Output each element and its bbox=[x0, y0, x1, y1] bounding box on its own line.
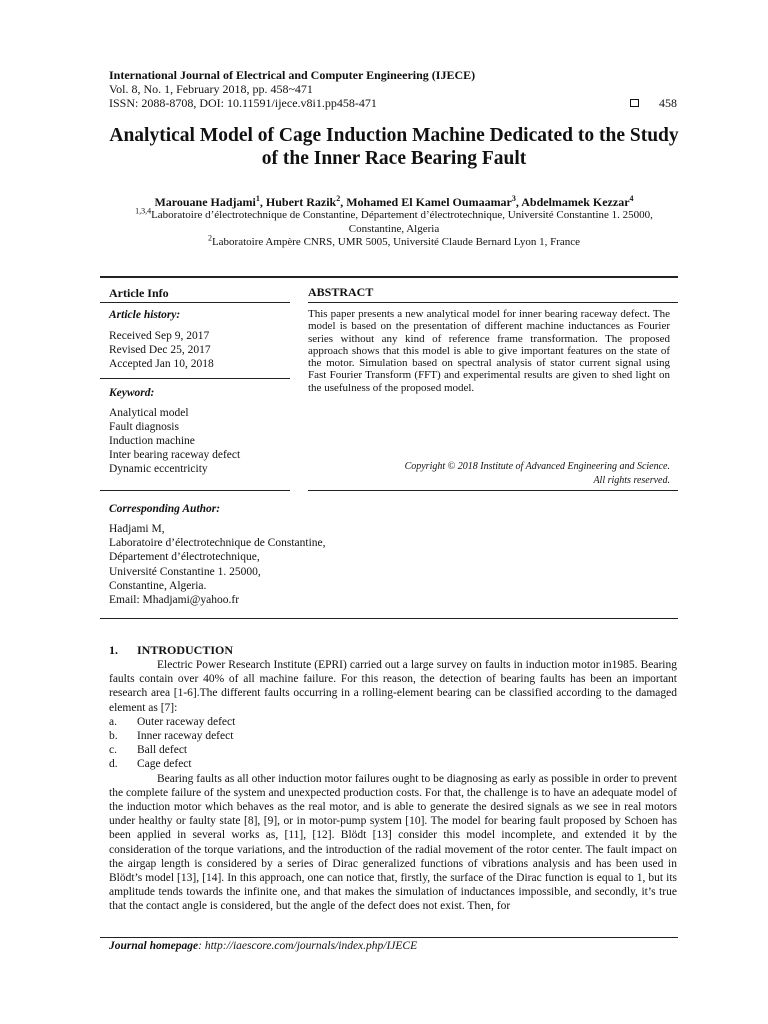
list-label: c. bbox=[109, 744, 117, 757]
copyright-line-1: Copyright © 2018 Institute of Advanced Engineering and Science. bbox=[404, 461, 670, 472]
list-label: d. bbox=[109, 758, 118, 771]
intro-paragraph-1: Electric Power Research Institute (EPRI) carried out a large survey on faults in induction motor in1985. Bearing faults contain over 40% of all machine failure. For this reason, the detection of bearing faults has been an important research area [1-6].The different faults occurring in a rolling-element bearing can be classified according to the damaged element as [7]: bbox=[109, 659, 677, 714]
author-name: Mohamed El Kamel Oumaamar bbox=[346, 195, 512, 209]
bottom-rule bbox=[100, 618, 678, 619]
journal-header bbox=[109, 68, 679, 110]
keyword-item: Fault diagnosis bbox=[109, 421, 179, 433]
list-label: a. bbox=[109, 715, 117, 728]
affil-sup: 1,3,4 bbox=[135, 206, 152, 216]
affiliations bbox=[100, 206, 688, 250]
journal-volume: Vol. 8, No. 1, February 2018, pp. 458~471 bbox=[109, 82, 313, 96]
copyright-line-2: All rights reserved. bbox=[593, 474, 670, 486]
section-number: 1. bbox=[109, 643, 118, 657]
corr-email: Email: Mhadjami@yahoo.fr bbox=[109, 594, 240, 607]
affil-sup: 2 bbox=[207, 233, 212, 243]
affiliation-1: Laboratoire d’électrotechnique de Constantine, Département d’électrotechnique, Université Constantine 1. 25000, bbox=[151, 209, 653, 221]
history-heading: Article history: bbox=[109, 309, 181, 321]
list-text: Inner raceway defect bbox=[137, 730, 234, 743]
list-text: Cage defect bbox=[137, 758, 192, 771]
author-list: Marouane Hadjami$^1$, Hubert Razik$^2$, Mohamed El Kamel Oumaamar$^3$, Abdelmamek Kezzar$^4$ bbox=[154, 194, 634, 209]
footer-rule bbox=[100, 937, 678, 938]
keyword-item: Inter bearing raceway defect bbox=[109, 449, 241, 461]
author-name: Hubert Razik bbox=[265, 195, 337, 209]
top-rule bbox=[100, 276, 678, 278]
history-list bbox=[109, 329, 284, 371]
list-item bbox=[109, 729, 677, 743]
revised-date: Revised Dec 25, 2017 bbox=[109, 344, 211, 356]
list-item bbox=[109, 715, 677, 729]
author-sup: 1 bbox=[255, 194, 260, 203]
intro-body bbox=[109, 658, 677, 914]
article-info-heading: Article Info bbox=[109, 286, 169, 300]
keyword-rule bbox=[100, 490, 290, 491]
author-sup: 2 bbox=[336, 194, 341, 203]
list-text: Outer raceway defect bbox=[137, 715, 236, 728]
corr-line: Laboratoire d’électrotechnique de Constantine, bbox=[109, 537, 326, 550]
keyword-item: Analytical model bbox=[109, 407, 189, 419]
history-rule bbox=[100, 378, 290, 379]
author-name: Marouane Hadjami bbox=[154, 195, 256, 209]
abstract-rule bbox=[308, 302, 678, 303]
abstract-heading: ABSTRACT bbox=[308, 285, 374, 299]
page-number: 458 bbox=[659, 96, 677, 110]
list-text: Ball defect bbox=[137, 744, 188, 757]
accepted-date: Accepted Jan 10, 2018 bbox=[109, 358, 214, 370]
corr-line: Hadjami M, bbox=[109, 523, 165, 535]
info-rule bbox=[100, 302, 290, 303]
list-label: b. bbox=[109, 730, 118, 743]
corresponding-block bbox=[109, 522, 409, 607]
keyword-item: Dynamic eccentricity bbox=[109, 463, 208, 475]
affiliation-1-cont: Constantine, Algeria bbox=[348, 222, 440, 235]
abstract-text: This paper presents a new analytical model for inner bearing raceway defect. The model is based on the presentation of different machine inductances as Fourier series without any kind of reference frame transformation. The proposed approach shows that this model is able to give important features on the state of the motor. Simulation based on spectral analysis of stator current signal using Fast Fourier Transform (FFT) and experimental results are given to shed light on the usefulness of the proposed model. bbox=[308, 308, 670, 394]
keyword-list bbox=[109, 406, 284, 476]
paper-title: Analytical Model of Cage Induction Machine Dedicated to the Study of the Inner Race Bearing Fault bbox=[109, 125, 679, 169]
section-heading bbox=[109, 643, 677, 657]
received-date: Received Sep 9, 2017 bbox=[109, 330, 210, 342]
section-title: INTRODUCTION bbox=[137, 643, 234, 657]
keyword-item: Induction machine bbox=[109, 435, 195, 447]
author-sup: 3 bbox=[511, 194, 516, 203]
homepage-label: Journal homepage bbox=[109, 940, 199, 952]
copyright bbox=[308, 460, 670, 487]
journal-issn: ISSN: 2088-8708, DOI: 10.11591/ijece.v8i1.pp458-471 bbox=[109, 96, 377, 110]
author-sup: 4 bbox=[629, 194, 634, 203]
intro-paragraph-2: Bearing faults as all other induction motor failures ought to be diagnosing as early as possible in order to prevent the complete failure of the system and unexpected production costs. For that, the challenge is to have an adequate model of the induction motor which behaves as the real motor, and is able to generate the desired signals as we see in real motors under healthy or faulty state [8], [9], or in motor-pump system [10]. The model for bearing fault proposed by Schoen has been applied in several works as, [11], [12]. Blödt [13] consider this model incomplete, and extended it by the consideration of the torque variations, and the introduction of the radial movement of the rotor center. The fault impact on the airgap length is considered by a series of Dirac generalized functions of vibrations analysis and has been used in Blödt’s model [13], [14]. In this approach, one can notice that, firstly, the surface of the Dirac function is equal to 1, but its amplitude tends towards the infinite one, and that makes the simulation of inductances impossible, and secondly, it’s true that the contact angle is considered, but the angle of the defect does not exist. Then, for bbox=[109, 772, 677, 913]
author-name: Abdelmamek Kezzar bbox=[521, 195, 630, 209]
list-item bbox=[109, 757, 677, 771]
homepage-link[interactable]: : http://iaescore.com/journals/index.php/IJECE bbox=[198, 940, 418, 952]
abstract-bottom-rule bbox=[308, 490, 678, 491]
list-item bbox=[109, 743, 677, 757]
journal-title: International Journal of Electrical and Computer Engineering (IJECE) bbox=[109, 68, 476, 82]
square-icon bbox=[630, 99, 639, 107]
corr-line: Université Constantine 1. 25000, bbox=[109, 565, 261, 578]
affiliation-2: Laboratoire Ampère CNRS, UMR 5005, Université Claude Bernard Lyon 1, France bbox=[211, 236, 581, 248]
corresponding-heading: Corresponding Author: bbox=[109, 503, 221, 515]
keyword-heading: Keyword: bbox=[109, 387, 155, 399]
journal-homepage bbox=[109, 940, 417, 952]
corr-line: Constantine, Algeria. bbox=[109, 579, 207, 592]
corr-line: Département d’électrotechnique, bbox=[109, 551, 260, 564]
